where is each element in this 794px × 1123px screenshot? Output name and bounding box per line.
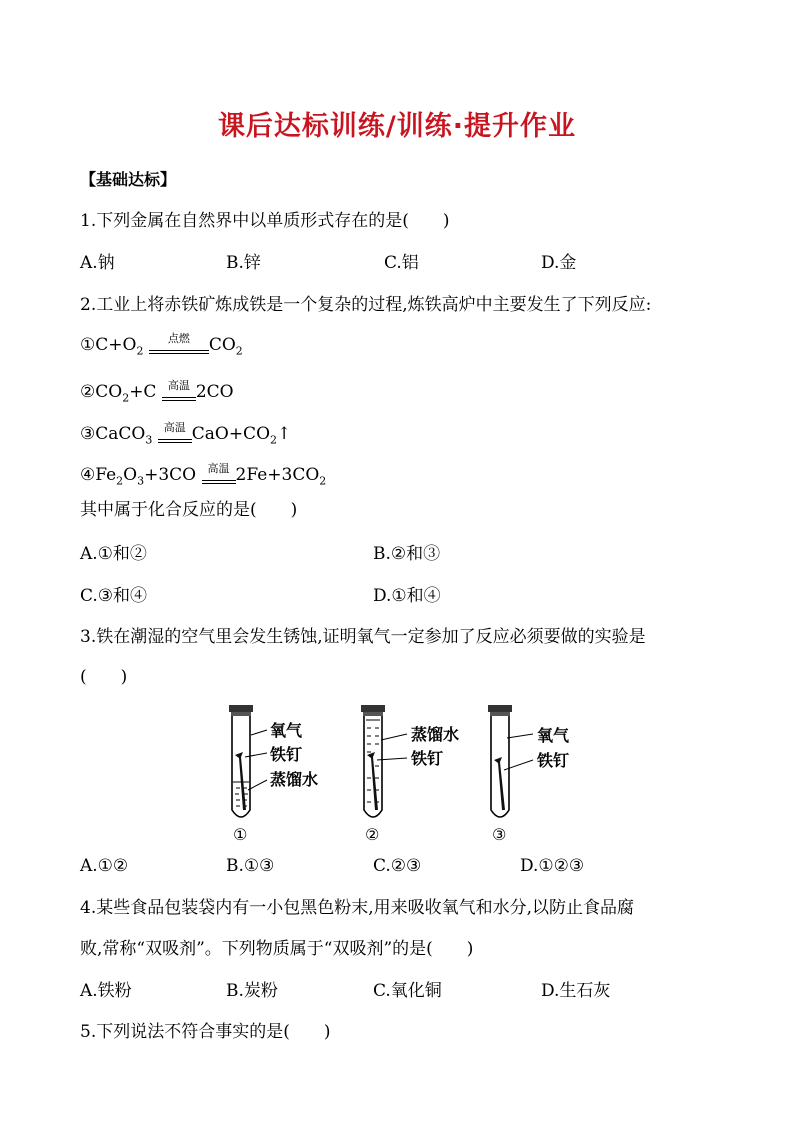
test-tube-figure (215, 700, 595, 850)
q2-option-b: B.②和③ (373, 544, 441, 564)
question-4-stem-line-1: 4.某些食品包装袋内有一小包黑色粉末,用来吸收氧气和水分,以防止食品腐 (80, 898, 635, 918)
question-2-ask: 其中属于化合反应的是( ) (80, 500, 298, 520)
question-2-stem: 2.工业上将赤铁矿炼成铁是一个复杂的过程,炼铁高炉中主要发生了下列反应: (80, 295, 652, 315)
test-tube-3 (488, 705, 533, 817)
reaction-4-condition: 高温 (202, 470, 236, 492)
reaction-1: $①C+O_2$ 点燃 $CO_2$ (80, 334, 243, 362)
q3-option-b: B.①③ (226, 856, 275, 876)
question-1-stem: 1.下列金属在自然界中以单质形式存在的是( ) (80, 211, 450, 231)
question-3-paren: ( ) (80, 667, 128, 687)
tube-3-label-oxygen: 氧气 (537, 726, 570, 745)
section-heading: 【基础达标】 (80, 170, 177, 189)
question-5-stem: 5.下列说法不符合事实的是( ) (80, 1022, 331, 1042)
tube-1-label-water: 蒸馏水 (270, 770, 319, 789)
question-4-stem-line-2: 败,常称“双吸剂”。下列物质属于“双吸剂”的是( ) (80, 939, 474, 959)
tube-1-label-nail: 铁钉 (270, 745, 303, 764)
tube-1-number: ① (233, 825, 248, 844)
tube-2-label-nail: 铁钉 (411, 749, 444, 768)
reaction-3: ③CaCO$_3$ 高温 $CaO+CO_2↑$ (80, 423, 291, 451)
q2-option-a: A.①和② (80, 544, 147, 564)
test-tubes-diagram (215, 700, 595, 850)
tube-2-label-water: 蒸馏水 (411, 725, 460, 744)
reaction-2-condition: 高温 (162, 387, 196, 409)
q1-option-d: D.金 (541, 253, 577, 273)
q1-option-c: C.铝 (384, 253, 419, 273)
q3-option-c: C.②③ (373, 856, 422, 876)
tube-2-number: ② (365, 825, 380, 844)
q4-option-d: D.生石灰 (541, 981, 611, 1001)
test-tube-2 (361, 705, 407, 817)
q1-option-b: B.锌 (226, 253, 261, 273)
page-title: 课后达标训练/训练·提升作业 (217, 111, 577, 142)
tube-3-number: ③ (492, 825, 507, 844)
q2-option-c: C.③和④ (80, 586, 148, 606)
q4-option-b: B.炭粉 (226, 981, 278, 1001)
reaction-1-condition: 点燃 (149, 340, 209, 362)
q1-option-a: A.钠 (80, 253, 115, 273)
test-tube-1 (229, 705, 267, 817)
question-3-stem: 3.铁在潮湿的空气里会发生锈蚀,证明氧气一定参加了反应必须要做的实验是 (80, 627, 646, 647)
q4-option-a: A.铁粉 (80, 981, 132, 1001)
q2-option-d: D.①和④ (373, 586, 441, 606)
reaction-3-condition: 高温 (158, 429, 192, 451)
q3-option-a: A.①② (80, 856, 129, 876)
tube-3-label-nail: 铁钉 (537, 751, 570, 770)
reaction-2: $②CO_2+C$ 高温 2CO (80, 381, 234, 409)
q4-option-c: C.氧化铜 (373, 981, 442, 1001)
tube-1-label-oxygen: 氧气 (270, 721, 303, 740)
reaction-4: $④Fe_2O_3+3CO$ 高温 $2Fe+3CO_2$ (80, 464, 326, 492)
q3-option-d: D.①②③ (520, 856, 585, 876)
